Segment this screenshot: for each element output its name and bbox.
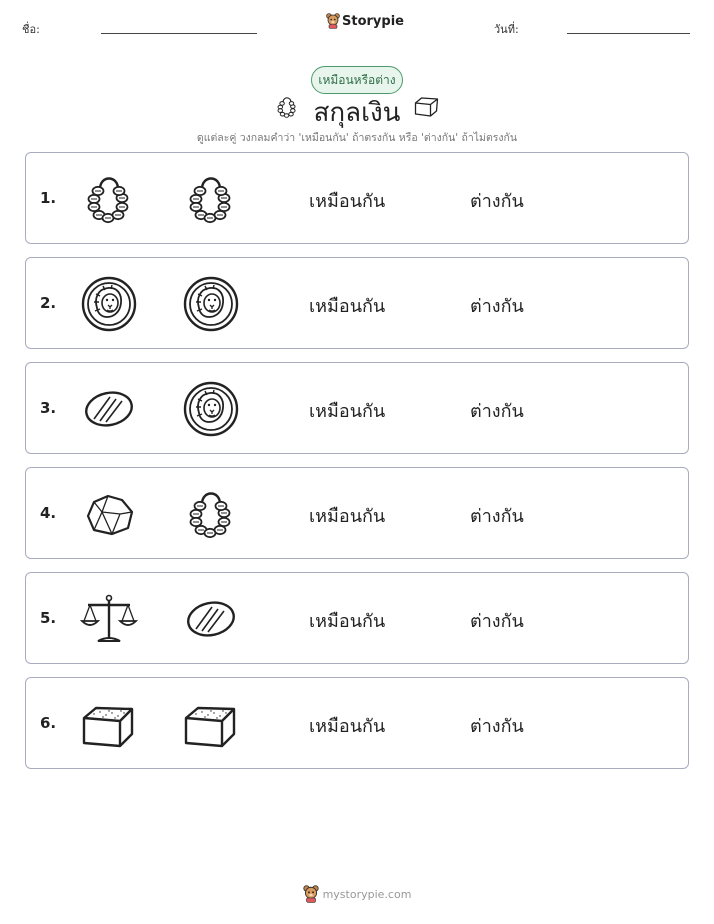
- brand-name: Storypie: [342, 13, 404, 29]
- footer: [0, 885, 714, 903]
- balance-scale-icon: [80, 591, 138, 647]
- question-number: 3.: [40, 399, 57, 417]
- question-number: 1.: [40, 189, 57, 207]
- question-row: [25, 677, 689, 769]
- date-field[interactable]: [567, 33, 690, 34]
- name-field[interactable]: [101, 33, 257, 34]
- question-number: 4.: [40, 504, 57, 522]
- question-row: [25, 467, 689, 559]
- cocoa-bean-icon: [182, 591, 240, 647]
- worksheet-type-badge: เหมือนหรือต่าง: [311, 66, 403, 94]
- option-same[interactable]: เหมือนกัน: [309, 611, 386, 632]
- name-label: ชื่อ:: [22, 23, 40, 36]
- instructions: ดูแต่ละคู่ วงกลมคำว่า 'เหมือนกัน' ถ้าตรงกัน หรือ 'ต่างกัน' ถ้าไม่ตรงกัน: [196, 132, 518, 144]
- option-same[interactable]: เหมือนกัน: [309, 716, 386, 737]
- option-same[interactable]: เหมือนกัน: [309, 296, 386, 317]
- cocoa-bean-icon: [80, 381, 138, 437]
- storypie-logo: [326, 13, 404, 29]
- option-different[interactable]: ต่างกัน: [470, 716, 524, 737]
- lion-coin-icon: [182, 381, 240, 437]
- lion-coin-icon: [80, 276, 138, 332]
- rock-icon: [80, 486, 138, 542]
- salt-block-icon: [80, 696, 138, 752]
- option-different[interactable]: ต่างกัน: [470, 296, 524, 317]
- lion-coin-icon: [182, 276, 240, 332]
- option-different[interactable]: ต่างกัน: [470, 401, 524, 422]
- bear-mascot-icon: [326, 13, 340, 29]
- salt-block-icon: [410, 92, 442, 120]
- date-label: วันที่:: [494, 23, 519, 36]
- shell-necklace-icon: [182, 171, 240, 227]
- bear-mascot-icon: [303, 885, 319, 903]
- worksheet-title: สกุลเงิน: [313, 98, 401, 128]
- question-number: 6.: [40, 714, 57, 732]
- salt-block-icon: [182, 696, 240, 752]
- worksheet-header: [0, 0, 714, 50]
- shell-necklace-icon: [182, 486, 240, 542]
- shell-necklace-icon: [80, 171, 138, 227]
- option-different[interactable]: ต่างกัน: [470, 506, 524, 527]
- footer-url: mystorypie.com: [322, 887, 412, 901]
- question-row: [25, 362, 689, 454]
- question-row: [25, 257, 689, 349]
- option-same[interactable]: เหมือนกัน: [309, 401, 386, 422]
- option-same[interactable]: เหมือนกัน: [309, 506, 386, 527]
- option-different[interactable]: ต่างกัน: [470, 191, 524, 212]
- question-number: 2.: [40, 294, 57, 312]
- question-number: 5.: [40, 609, 57, 627]
- option-same[interactable]: เหมือนกัน: [309, 191, 386, 212]
- question-row: [25, 152, 689, 244]
- question-row: [25, 572, 689, 664]
- option-different[interactable]: ต่างกัน: [470, 611, 524, 632]
